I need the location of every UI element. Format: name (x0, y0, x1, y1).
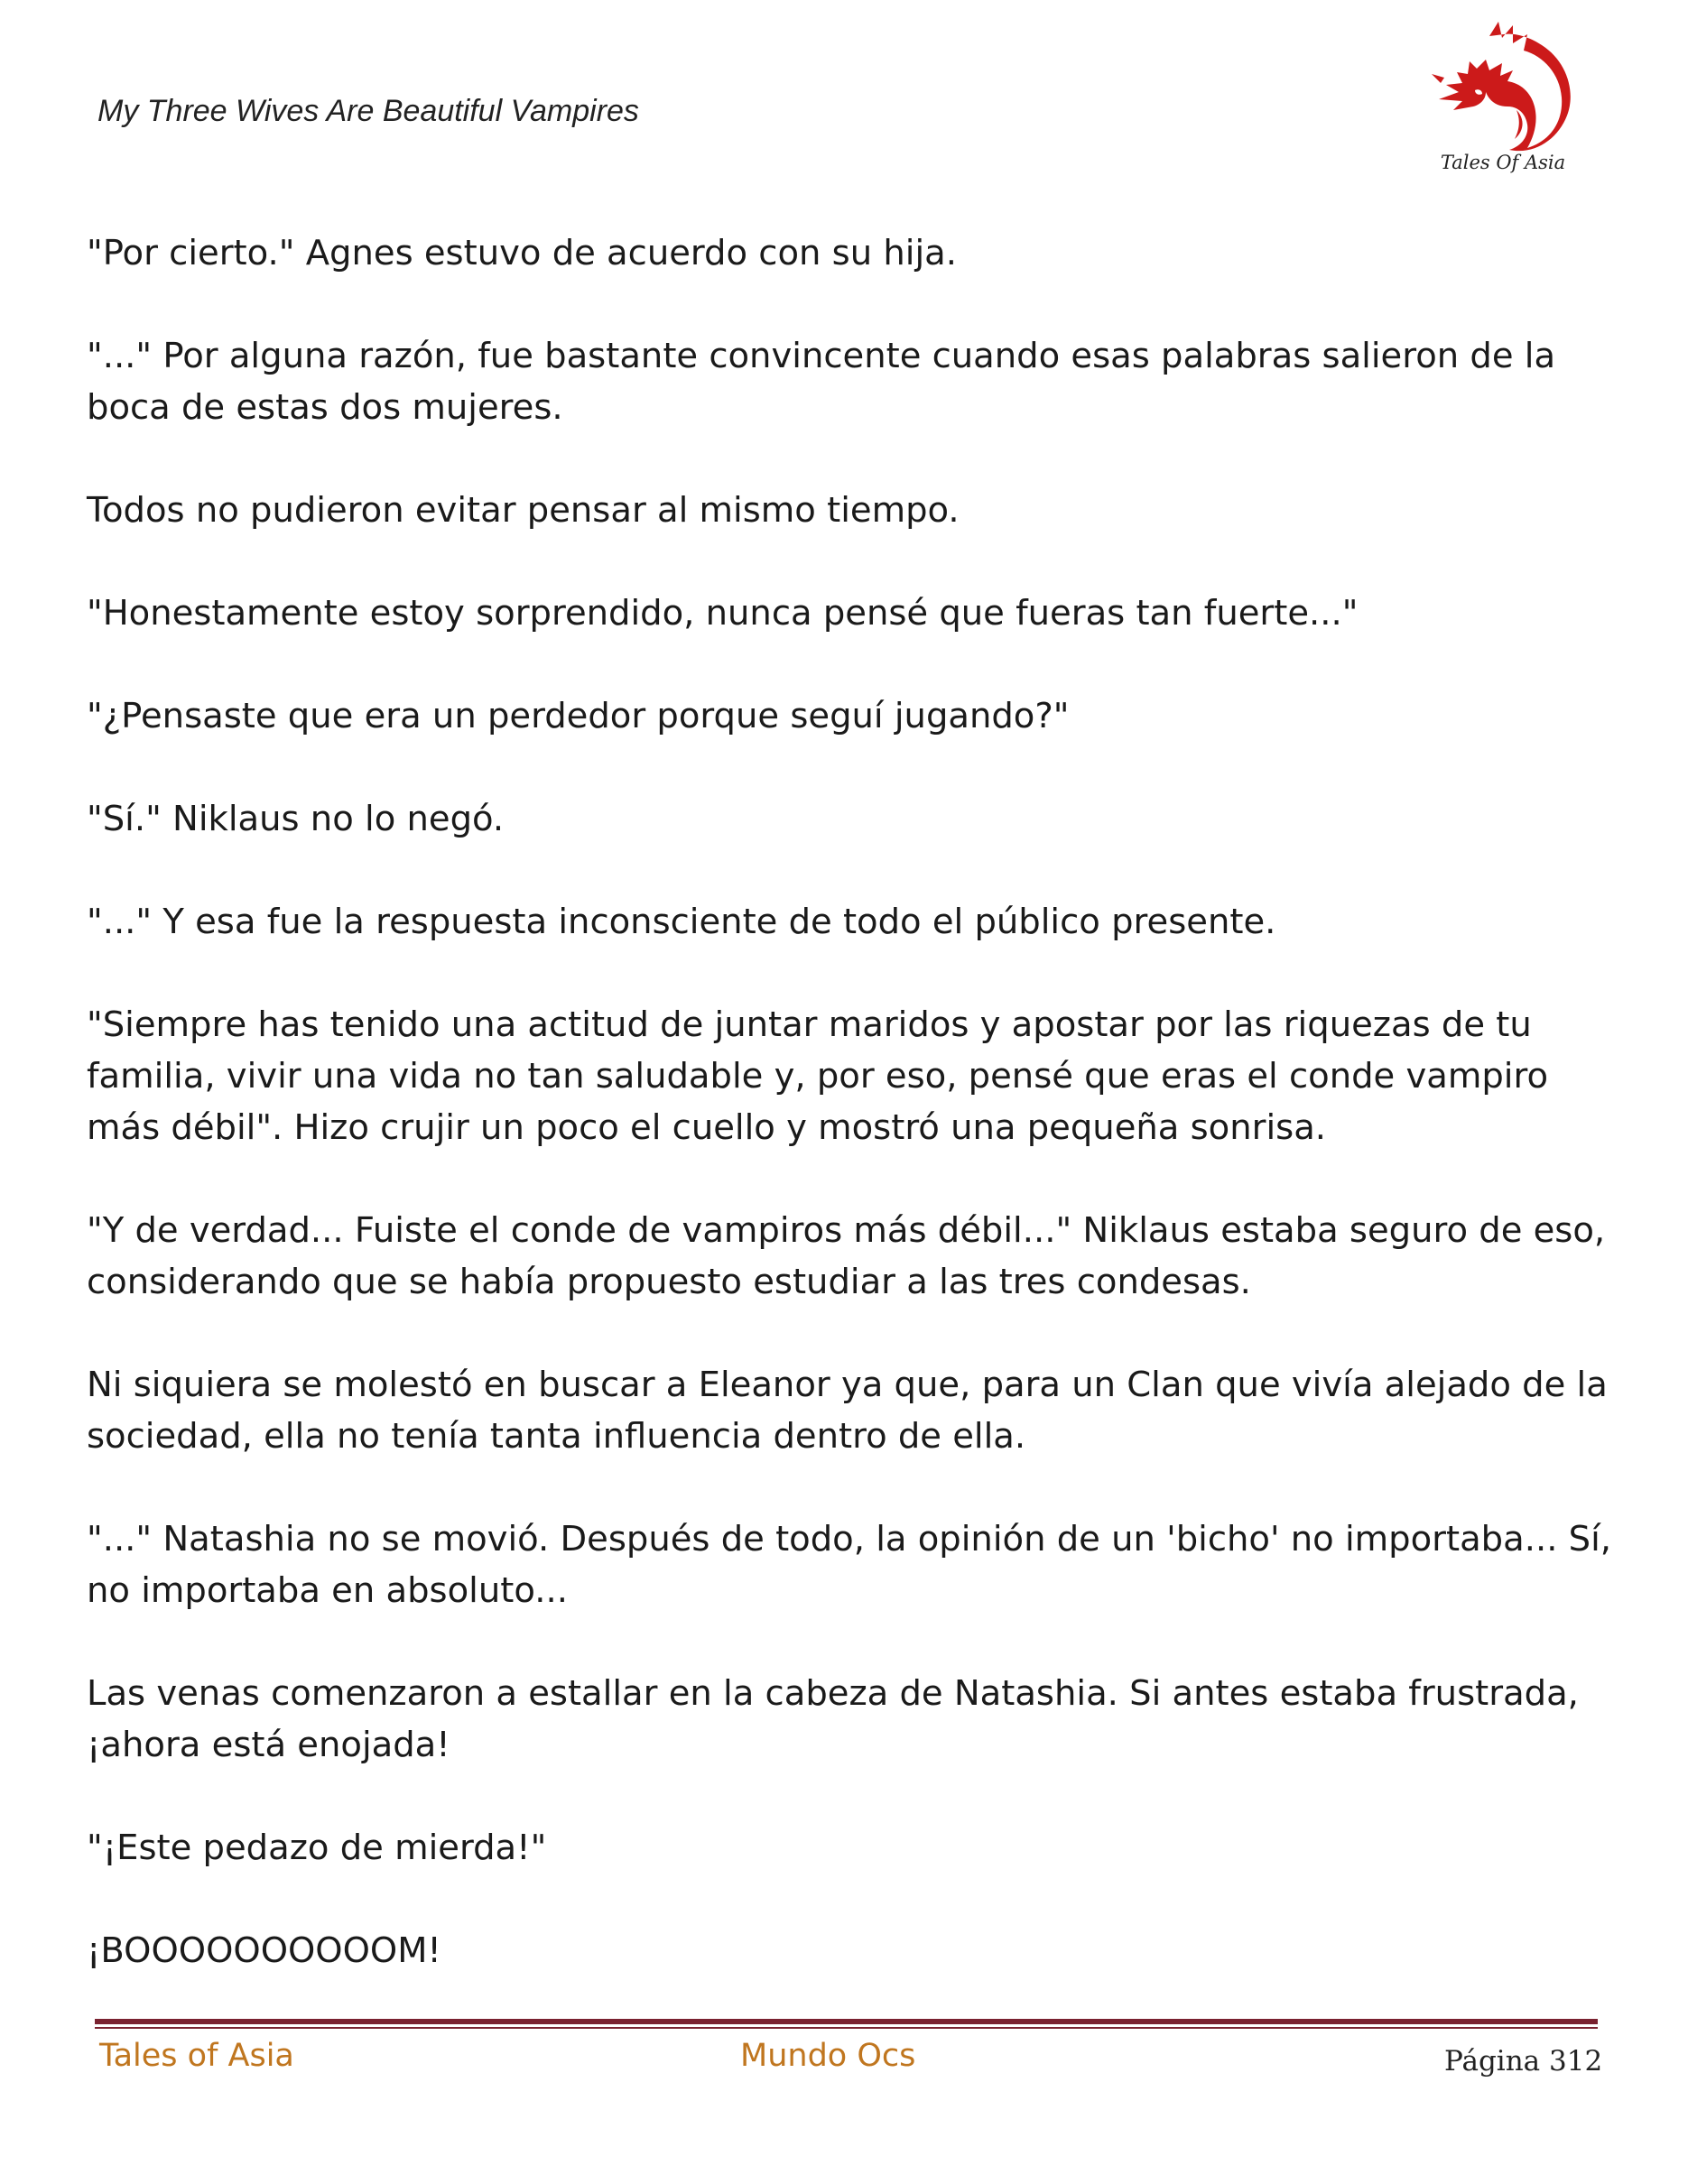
paragraph: "..." Por alguna razón, fue bastante convincente cuando esas palabras salieron de la boca de estas dos mujeres. (87, 336, 1556, 428)
footer-divider-thick (95, 2019, 1598, 2024)
page-body (87, 227, 1621, 2028)
footer-divider (95, 2019, 1598, 2029)
paragraph: Las venas comenzaron a estallar en la cabeza de Natashia. Si antes estaba frustrada, ¡ahora está enojada! (87, 1673, 1579, 1765)
paragraph: "¡Este pedazo de mierda!" (87, 1828, 547, 1868)
document-title: My Three Wives Are Beautiful Vampires (97, 94, 639, 128)
paragraph: ¡BOOOOOOOOOOM! (87, 1930, 441, 1971)
page-number: Página 312 (1444, 2045, 1603, 2078)
footer-publisher: Tales of Asia (99, 2038, 294, 2074)
footer-section: Mundo Ocs (740, 2038, 916, 2074)
logo-text: Tales Of Asia (1440, 152, 1566, 173)
paragraph: "Y de verdad... Fuiste el conde de vampiros más débil..." Niklaus estaba seguro de eso, considerando que se había propuesto estudiar a las tres condesas. (87, 1210, 1606, 1302)
paragraph: Ni siquiera se molestó en buscar a Eleanor ya que, para un Clan que vivía alejado de la sociedad, ella no tenía tanta influencia dentro de ella. (87, 1365, 1608, 1457)
paragraph: "..." Natashia no se movió. Después de todo, la opinión de un 'bicho' no importaba... Sí, no importaba en absoluto... (87, 1519, 1612, 1611)
paragraph: "Sí." Niklaus no lo negó. (87, 799, 505, 839)
paragraph: "Siempre has tenido una actitud de juntar maridos y apostar por las riquezas de tu familia, vivir una vida no tan saludable y, por eso, pensé que eras el conde vampiro más débil". Hizo crujir un poco el cuello y mostró una pequeña sonrisa. (87, 1004, 1549, 1148)
publisher-logo (1426, 20, 1580, 182)
paragraph: "¿Pensaste que era un perdedor porque seguí jugando?" (87, 696, 1070, 736)
paragraph: "Por cierto." Agnes estuvo de acuerdo con su hija. (87, 233, 957, 273)
paragraph: "Honestamente estoy sorprendido, nunca pensé que fueras tan fuerte..." (87, 593, 1359, 634)
footer-divider-thin (95, 2027, 1598, 2029)
paragraph: Todos no pudieron evitar pensar al mismo tiempo. (87, 490, 960, 531)
red-dragon-icon (1426, 20, 1580, 155)
paragraph: "..." Y esa fue la respuesta inconsciente de todo el público presente. (87, 902, 1276, 942)
